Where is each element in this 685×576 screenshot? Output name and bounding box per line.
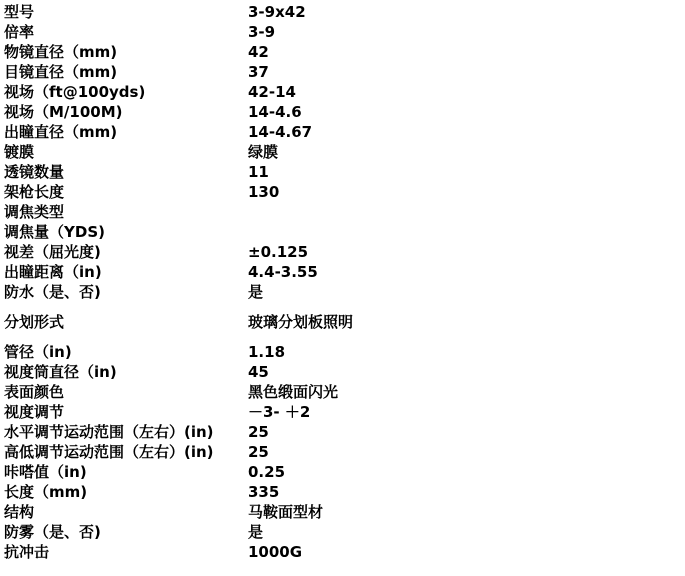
spec-row	[4, 282, 364, 302]
spec-table	[4, 2, 364, 562]
spec-label: 结构	[4, 503, 35, 521]
spec-row	[4, 522, 364, 542]
spec-value: 14-4.67	[248, 123, 313, 141]
spec-label: 长度（mm)	[4, 483, 88, 501]
spec-value: 14-4.6	[248, 103, 302, 121]
spec-label: 高低调节运动范围（左右）(in)	[4, 443, 214, 461]
spec-label: 型号	[4, 3, 35, 21]
spec-label: 防水（是、否)	[4, 283, 101, 301]
spec-value: 25	[248, 443, 269, 461]
spec-value: 玻璃分划板照明	[248, 313, 354, 331]
spec-label: 镀膜	[4, 143, 35, 161]
spec-value: 335	[248, 483, 280, 501]
spec-row	[4, 382, 364, 402]
spec-row	[4, 202, 364, 222]
spec-row	[4, 82, 364, 102]
spec-value: 45	[248, 363, 269, 381]
spec-row	[4, 2, 364, 22]
spec-value: 1000G	[248, 543, 303, 561]
spec-row	[4, 462, 364, 482]
spec-value	[248, 222, 364, 242]
spec-value: 3-9x42	[248, 3, 306, 21]
spec-label: 视度筒直径（in)	[4, 363, 117, 381]
spec-label: 出瞳距离（in)	[4, 263, 102, 281]
spec-row	[4, 122, 364, 142]
spec-label: 管径（in)	[4, 343, 72, 361]
spec-value: 1.18	[248, 343, 286, 361]
spec-label: 防雾（是、否)	[4, 523, 101, 541]
spec-value: 3-9	[248, 23, 276, 41]
spec-row	[4, 362, 364, 382]
spec-table-body	[4, 2, 364, 562]
spec-label: 物镜直径（mm)	[4, 43, 118, 61]
spec-value: 42	[248, 43, 269, 61]
spec-label: 视差（屈光度)	[4, 243, 101, 261]
spec-label: 架枪长度	[4, 183, 65, 201]
spec-label: 视度调节	[4, 403, 65, 421]
spec-label: 表面颜色	[4, 383, 65, 401]
spec-label: 视场（M/100M)	[4, 103, 123, 121]
spec-value: 11	[248, 163, 269, 181]
spec-row	[4, 182, 364, 202]
spec-label: 抗冲击	[4, 543, 50, 561]
spec-row	[4, 62, 364, 82]
spec-label: 透镜数量	[4, 163, 65, 181]
spec-row	[4, 422, 364, 442]
spec-value: 4.4-3.55	[248, 263, 318, 281]
spec-value: 25	[248, 423, 269, 441]
spec-row	[4, 242, 364, 262]
spec-label: 视场（ft@100yds)	[4, 83, 146, 101]
spec-row	[4, 222, 364, 242]
spec-value	[248, 202, 364, 222]
spec-label: 出瞳直径（mm)	[4, 123, 118, 141]
spec-label: 水平调节运动范围（左右）(in)	[4, 423, 214, 441]
spec-value: －3- ＋2	[248, 403, 311, 421]
spec-value: 是	[248, 283, 264, 301]
spec-label: 倍率	[4, 23, 35, 41]
spec-row	[4, 102, 364, 122]
spec-row	[4, 162, 364, 182]
spec-row	[4, 542, 364, 562]
spec-value: 绿膜	[248, 143, 279, 161]
spec-row	[4, 262, 364, 282]
spec-value: 0.25	[248, 463, 286, 481]
spec-value: 马鞍面型材	[248, 503, 324, 521]
spec-value: 黑色缎面闪光	[248, 383, 339, 401]
spec-row	[4, 342, 364, 362]
spec-label: 分划形式	[4, 313, 65, 331]
spec-value: ±0.125	[248, 243, 309, 261]
spec-row	[4, 42, 364, 62]
spec-value: 42-14	[248, 83, 296, 101]
spec-row	[4, 302, 364, 342]
spec-row	[4, 22, 364, 42]
spec-label: 目镜直径（mm)	[4, 63, 118, 81]
spec-value: 130	[248, 183, 280, 201]
spec-row	[4, 482, 364, 502]
spec-row	[4, 142, 364, 162]
spec-label: 咔嗒值（in)	[4, 463, 87, 481]
spec-row	[4, 442, 364, 462]
spec-row	[4, 502, 364, 522]
spec-label: 调焦类型	[4, 203, 65, 221]
spec-value: 是	[248, 523, 264, 541]
spec-value: 37	[248, 63, 269, 81]
spec-label: 调焦量（YDS)	[4, 223, 105, 241]
spec-row	[4, 402, 364, 422]
